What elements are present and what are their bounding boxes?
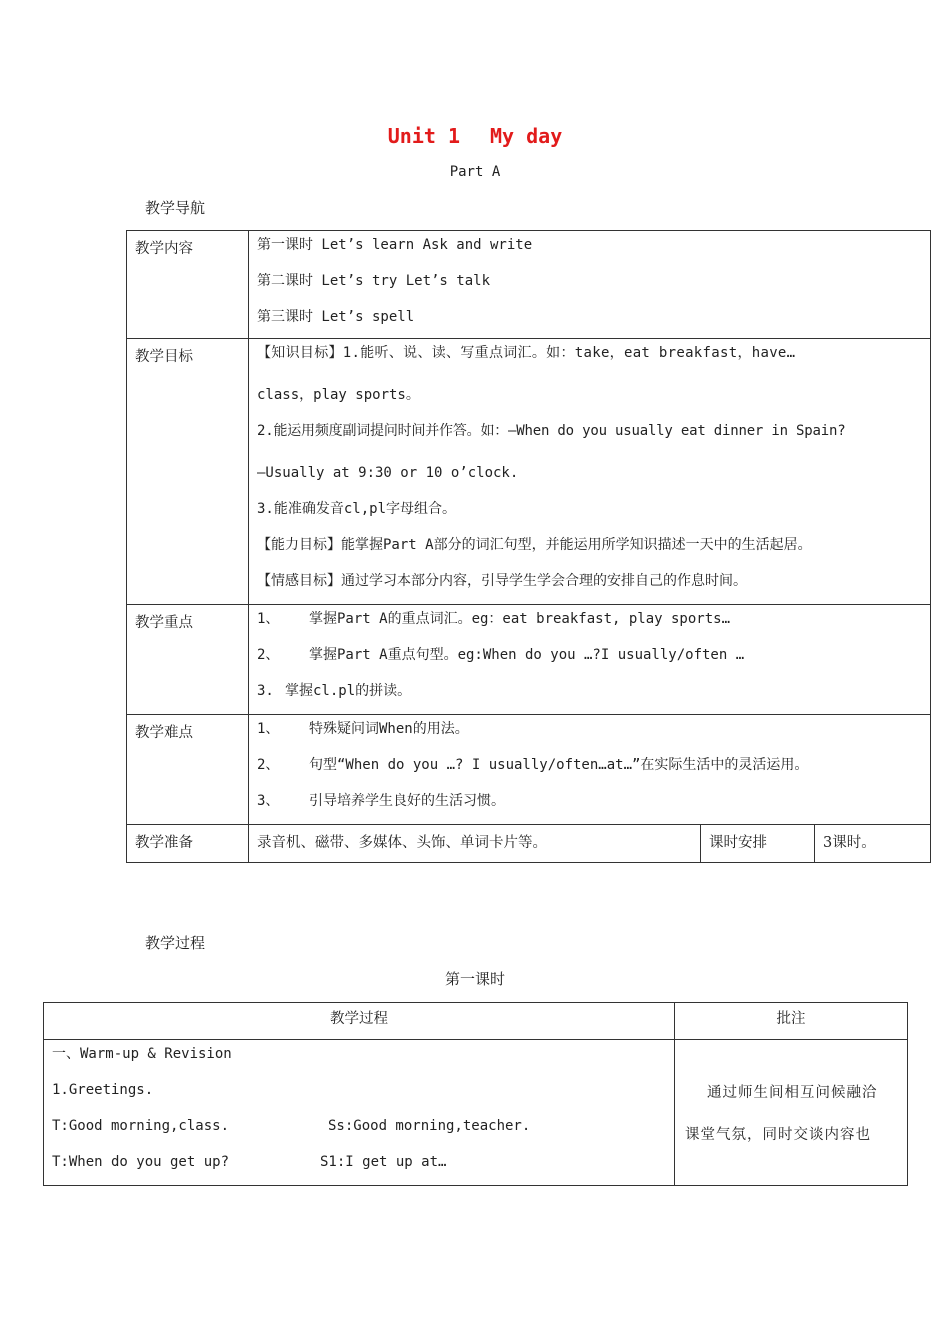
difficulty-cell <box>249 715 931 825</box>
focus-item: 3. 掌握cl.pl的拼读。 <box>257 683 412 699</box>
process-header-row <box>44 1003 908 1040</box>
prep-value: 录音机、磁带、多媒体、头饰、单词卡片等。 <box>249 825 701 863</box>
row-prep <box>127 825 931 863</box>
goals-line: 【情感目标】通过学习本部分内容，引导学生学会合理的安排自己的作息时间。 <box>257 573 747 589</box>
title-unit: Unit 1 <box>387 124 460 148</box>
process-line: 一、Warm-up & Revision <box>52 1046 232 1062</box>
goals-line: 2.能运用频度副词提问时间并作答。如：—When do you usually eat dinner in Spain? <box>257 423 846 439</box>
note-col-header: 批注 <box>675 1003 908 1040</box>
content-label: 教学内容 <box>127 231 249 339</box>
focus-cell <box>249 605 931 715</box>
goals-line: class，play sports。 <box>257 387 420 403</box>
teaching-nav-table <box>126 230 931 863</box>
focus-label: 教学重点 <box>127 605 249 715</box>
difficulty-item: 2、 句型“When do you …? I usually/often…at…”在实际生活中的灵活运用。 <box>257 757 809 773</box>
focus-item: 2、 掌握Part A重点句型。eg:When do you …?I usually/often … <box>257 647 745 663</box>
content-line: 第一课时 Let’s learn Ask and write <box>257 237 533 253</box>
schedule-value: 3课时。 <box>815 825 931 863</box>
row-focus <box>127 605 931 715</box>
content-line: 第三课时 Let’s spell <box>257 309 415 325</box>
row-content <box>127 231 931 339</box>
teaching-process-table <box>43 1002 908 1186</box>
schedule-label: 课时安排 <box>701 825 815 863</box>
row-goals <box>127 339 931 605</box>
goals-label: 教学目标 <box>127 339 249 605</box>
title-topic: My day <box>490 124 563 148</box>
difficulty-item: 3、 引导培养学生良好的生活习惯。 <box>257 793 505 809</box>
process-body <box>44 1040 675 1186</box>
goals-cell <box>249 339 931 605</box>
goals-line: —Usually at 9:30 or 10 o’clock. <box>257 465 519 481</box>
goals-line: 3.能准确发音cl,pl字母组合。 <box>257 501 457 517</box>
process-line: T:When do you get up? S1:I get up at… <box>52 1154 447 1170</box>
page-subtitle: Part A <box>449 164 501 180</box>
difficulty-label: 教学难点 <box>127 715 249 825</box>
content-line: 第二课时 Let’s try Let’s talk <box>257 273 491 289</box>
note-cell <box>675 1040 908 1186</box>
focus-item: 1、 掌握Part A的重点词汇。eg：eat breakfast, play sports… <box>257 611 731 627</box>
goals-line: 【知识目标】1.能听、说、读、写重点词汇。如：take，eat breakfast，have… <box>257 345 796 361</box>
process-body-row <box>44 1040 908 1186</box>
lesson-heading: 第一课时 <box>444 970 505 988</box>
process-line: T:Good morning,class. Ss:Good morning,teacher. <box>52 1118 531 1134</box>
note-line: 通过师生间相互问候融洽 <box>707 1085 878 1101</box>
content-cell <box>249 231 931 339</box>
process-heading: 教学过程 <box>145 934 206 952</box>
goals-line: 【能力目标】能掌握Part A部分的词汇句型，并能运用所学知识描述一天中的生活起居。 <box>257 537 812 553</box>
difficulty-item: 1、 特殊疑问词When的用法。 <box>257 721 469 737</box>
note-line: 课堂气氛，同时交谈内容也 <box>685 1127 871 1143</box>
prep-label: 教学准备 <box>127 825 249 863</box>
nav-heading: 教学导航 <box>145 199 206 217</box>
process-col-header: 教学过程 <box>44 1003 675 1040</box>
row-difficulty <box>127 715 931 825</box>
page-title <box>0 124 950 148</box>
process-line: 1.Greetings. <box>52 1082 154 1098</box>
